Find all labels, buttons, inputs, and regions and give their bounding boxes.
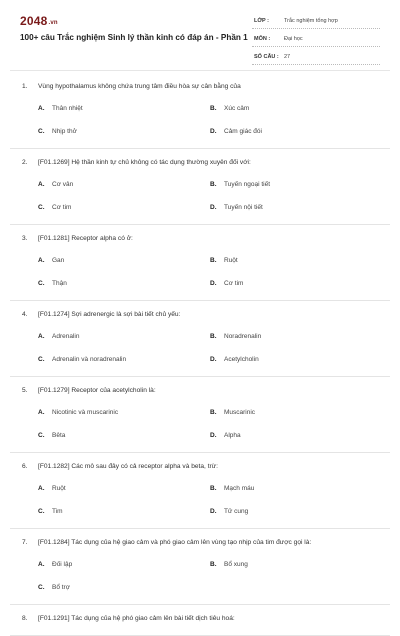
question-stem: [F01.1282] Các mô sau đây có cả receptor alpha và beta, trừ: (38, 463, 218, 470)
page-header (0, 0, 400, 68)
answer-option[interactable] (38, 181, 73, 188)
answer-option[interactable] (38, 356, 126, 363)
answer-option[interactable] (38, 561, 72, 568)
option-letter: B. (210, 181, 217, 188)
meta-key: MÔN : (254, 36, 271, 42)
question-text (22, 463, 218, 470)
option-letter: D. (210, 508, 217, 515)
question-block (10, 377, 390, 453)
option-text: Thân nhiệt (52, 105, 83, 112)
question-text (22, 159, 251, 166)
option-letter: A. (38, 409, 45, 416)
answer-option[interactable] (210, 105, 249, 112)
option-letter: B. (210, 333, 217, 340)
meta-row-count (252, 50, 380, 65)
option-text: Bổ xung (224, 561, 248, 568)
option-text: Nhịp thở (52, 128, 77, 135)
option-letter: D. (210, 432, 217, 439)
option-letter: C. (38, 204, 45, 211)
question-text (22, 615, 235, 622)
option-letter: C. (38, 128, 45, 135)
question-number: 6. (22, 463, 28, 470)
answer-option[interactable] (210, 128, 262, 135)
answer-option[interactable] (210, 204, 263, 211)
option-letter: B. (210, 409, 217, 416)
question-block (10, 301, 390, 377)
site-logo[interactable] (20, 14, 58, 28)
answer-option[interactable] (210, 508, 248, 515)
question-block (10, 225, 390, 301)
option-text: Cơ tim (52, 204, 72, 211)
question-stem: [F01.1274] Sợi adrenergic là sợi bài tiết chủ yếu: (38, 311, 181, 318)
option-text: Muscarinic (224, 409, 256, 416)
answer-option[interactable] (210, 409, 255, 416)
option-text: Ruột (224, 257, 238, 264)
meta-key: SỐ CÂU : (254, 54, 279, 60)
meta-key: LỚP : (254, 18, 269, 24)
option-letter: D. (210, 356, 217, 363)
question-number: 5. (22, 387, 28, 394)
question-list (0, 73, 400, 636)
option-text: Acetylcholin (224, 356, 259, 363)
answer-option[interactable] (210, 181, 270, 188)
answer-option[interactable] (38, 280, 67, 287)
answer-option[interactable] (210, 280, 243, 287)
question-stem: Vùng hypothalamus không chứa trung tâm điều hòa sự cân bằng của (38, 83, 241, 90)
meta-row-class (252, 14, 380, 29)
option-letter: B. (210, 257, 217, 264)
question-number: 2. (22, 159, 28, 166)
meta-value: Trắc nghiệm tổng hợp (284, 18, 338, 24)
option-text: Ruột (52, 485, 66, 492)
option-text: Xúc cảm (224, 105, 250, 112)
option-text: Nicotinic và muscarinic (52, 409, 119, 416)
option-text: Tim (52, 508, 63, 515)
option-text: Gan (52, 257, 65, 264)
option-letter: A. (38, 181, 45, 188)
option-text: Cảm giác đói (224, 128, 262, 135)
option-text: Đối lập (52, 561, 73, 568)
question-number: 1. (22, 83, 28, 90)
logo-suffix: .vn (48, 20, 58, 26)
answer-option[interactable] (38, 257, 64, 264)
option-letter: C. (38, 508, 45, 515)
option-text: Bổ trợ (52, 584, 70, 591)
option-letter: B. (210, 485, 217, 492)
question-block (10, 73, 390, 149)
answer-option[interactable] (38, 128, 77, 135)
question-number: 8. (22, 615, 28, 622)
option-letter: A. (38, 105, 45, 112)
answer-option[interactable] (210, 333, 261, 340)
question-block (10, 529, 390, 605)
option-text: Thận (52, 280, 67, 287)
meta-row-subject (252, 32, 380, 47)
option-letter: B. (210, 105, 217, 112)
option-text: Cơ tim (224, 280, 244, 287)
option-letter: D. (210, 280, 217, 287)
question-block (10, 149, 390, 225)
option-letter: A. (38, 257, 45, 264)
question-block (10, 605, 390, 636)
meta-value: 27 (284, 54, 291, 60)
question-number: 4. (22, 311, 28, 318)
question-text (22, 83, 241, 90)
question-stem: [F01.1284] Tác dụng của hệ giao cảm và phó giao cảm lên vùng tạo nhịp của tim được gọi là: (38, 539, 312, 546)
answer-option[interactable] (38, 485, 66, 492)
question-block (10, 453, 390, 529)
meta-table (252, 14, 380, 68)
question-text (22, 539, 311, 546)
question-text (22, 387, 156, 394)
answer-option[interactable] (210, 432, 241, 439)
option-letter: A. (38, 485, 45, 492)
option-text: Bêta (52, 432, 66, 439)
header-divider (10, 70, 390, 71)
answer-option[interactable] (38, 432, 65, 439)
option-text: Cơ vân (52, 181, 74, 188)
option-letter: C. (38, 280, 45, 287)
option-letter: C. (38, 584, 45, 591)
question-stem: [F01.1291] Tác dụng của hệ phó giao cảm lên bài tiết dịch tiêu hoá: (38, 615, 235, 622)
question-text (22, 311, 180, 318)
answer-option[interactable] (38, 105, 83, 112)
answer-option[interactable] (210, 561, 248, 568)
meta-value: Đại học (284, 36, 303, 42)
question-number: 7. (22, 539, 28, 546)
answer-option[interactable] (38, 584, 70, 591)
option-text: Tử cung (224, 508, 249, 515)
answer-option[interactable] (210, 257, 238, 264)
answer-option[interactable] (38, 508, 63, 515)
option-text: Tuyến ngoại tiết (224, 181, 271, 188)
option-text: Adrenalin (52, 333, 80, 340)
option-letter: C. (38, 356, 45, 363)
option-letter: C. (38, 432, 45, 439)
question-stem: [F01.1281] Receptor alpha có ở: (38, 235, 133, 242)
option-text: Tuyến nội tiết (224, 204, 263, 211)
question-number: 3. (22, 235, 28, 242)
option-text: Alpha (224, 432, 241, 439)
option-text: Noradrenalin (224, 333, 262, 340)
option-letter: D. (210, 204, 217, 211)
option-text: Mạch máu (224, 485, 255, 492)
option-text: Adrenalin và noradrenalin (52, 356, 127, 363)
question-stem: [F01.1269] Hệ thần kinh tự chủ không có tác dụng thường xuyên đối với: (38, 159, 251, 166)
logo-text: 2048 (20, 14, 48, 28)
option-letter: B. (210, 561, 217, 568)
question-text (22, 235, 133, 242)
page-title: 100+ câu Trắc nghiệm Sinh lý thần kinh có đáp án - Phần 1 (20, 33, 248, 42)
answer-option[interactable] (38, 204, 71, 211)
answer-option[interactable] (38, 409, 118, 416)
answer-option[interactable] (210, 485, 254, 492)
option-letter: D. (210, 128, 217, 135)
option-letter: A. (38, 333, 45, 340)
answer-option[interactable] (38, 333, 79, 340)
question-stem: [F01.1279] Receptor của acetylcholin là: (38, 387, 156, 394)
option-letter: A. (38, 561, 45, 568)
answer-option[interactable] (210, 356, 259, 363)
